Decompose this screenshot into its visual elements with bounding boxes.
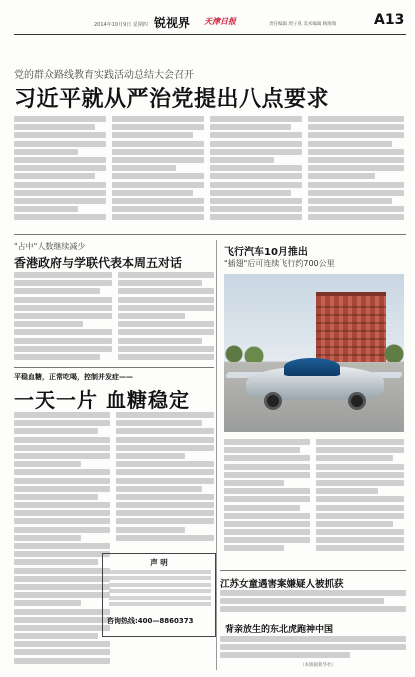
front-wheel xyxy=(264,392,282,410)
flying-car-story xyxy=(220,241,406,566)
notice-title: 声 明 xyxy=(150,558,168,567)
notice-phone: 咨询热线:400—8860373 xyxy=(107,617,194,625)
source-credit: （本版据新华社） xyxy=(300,663,336,668)
issue-date: 2014年10月9日 星期四 xyxy=(94,22,148,28)
header-rule xyxy=(14,34,406,35)
car-subheadline: "插翅"后可连续飞行约700公里 xyxy=(224,259,335,268)
editor-credits: 责任编辑 周子真 美术编辑 顾海瑞 xyxy=(269,22,337,27)
car-canopy xyxy=(284,358,340,376)
notice-box xyxy=(102,553,216,637)
notice-text xyxy=(109,570,211,608)
lead-body-col-2 xyxy=(112,116,204,228)
lead-body-col-4 xyxy=(308,116,404,228)
page-number: A13 xyxy=(374,12,405,28)
column-divider xyxy=(216,240,217,670)
lead-body-col-3 xyxy=(210,116,302,228)
page-header xyxy=(14,10,406,54)
car-body-col-1 xyxy=(224,439,310,559)
lead-body-col-1 xyxy=(14,116,106,228)
rear-wheel xyxy=(348,392,366,410)
hk-kicker: "占中"人数继续减少 xyxy=(14,242,86,251)
economy-rule xyxy=(14,367,214,368)
section-rule xyxy=(14,234,406,235)
lead-kicker: 党的群众路线教育实践活动总结大会召开 xyxy=(14,70,194,81)
newspaper-logo: 天津日报 xyxy=(204,17,236,26)
economy-headline: 一天一片 血糖稳定 xyxy=(14,388,190,412)
section-name: 锐视界 xyxy=(154,16,191,30)
tiger-headline: 背亲放生的东北虎跑神中国 xyxy=(225,625,334,635)
lead-headline: 习近平就从严治党提出八点要求 xyxy=(14,87,330,112)
economy-kicker: 平稳血糖，正常吃喝，控制并发症—— xyxy=(14,373,133,381)
hk-headline: 香港政府与学联代表本周五对话 xyxy=(14,256,183,270)
car-body-col-2 xyxy=(316,439,404,559)
flying-car-photo xyxy=(224,274,404,432)
car-bottom-rule xyxy=(220,570,406,571)
jiangsu-body xyxy=(220,590,406,616)
tiger-body xyxy=(220,636,406,660)
economy-body-col-1 xyxy=(14,412,110,668)
jiangsu-headline: 江苏女童遇害案嫌疑人被抓获 xyxy=(220,579,344,590)
economy-body-col-2 xyxy=(116,412,214,548)
hk-body-col-1 xyxy=(14,272,112,364)
hk-body-col-2 xyxy=(118,272,214,364)
car-headline: 飞行汽车10月推出 xyxy=(224,247,308,258)
